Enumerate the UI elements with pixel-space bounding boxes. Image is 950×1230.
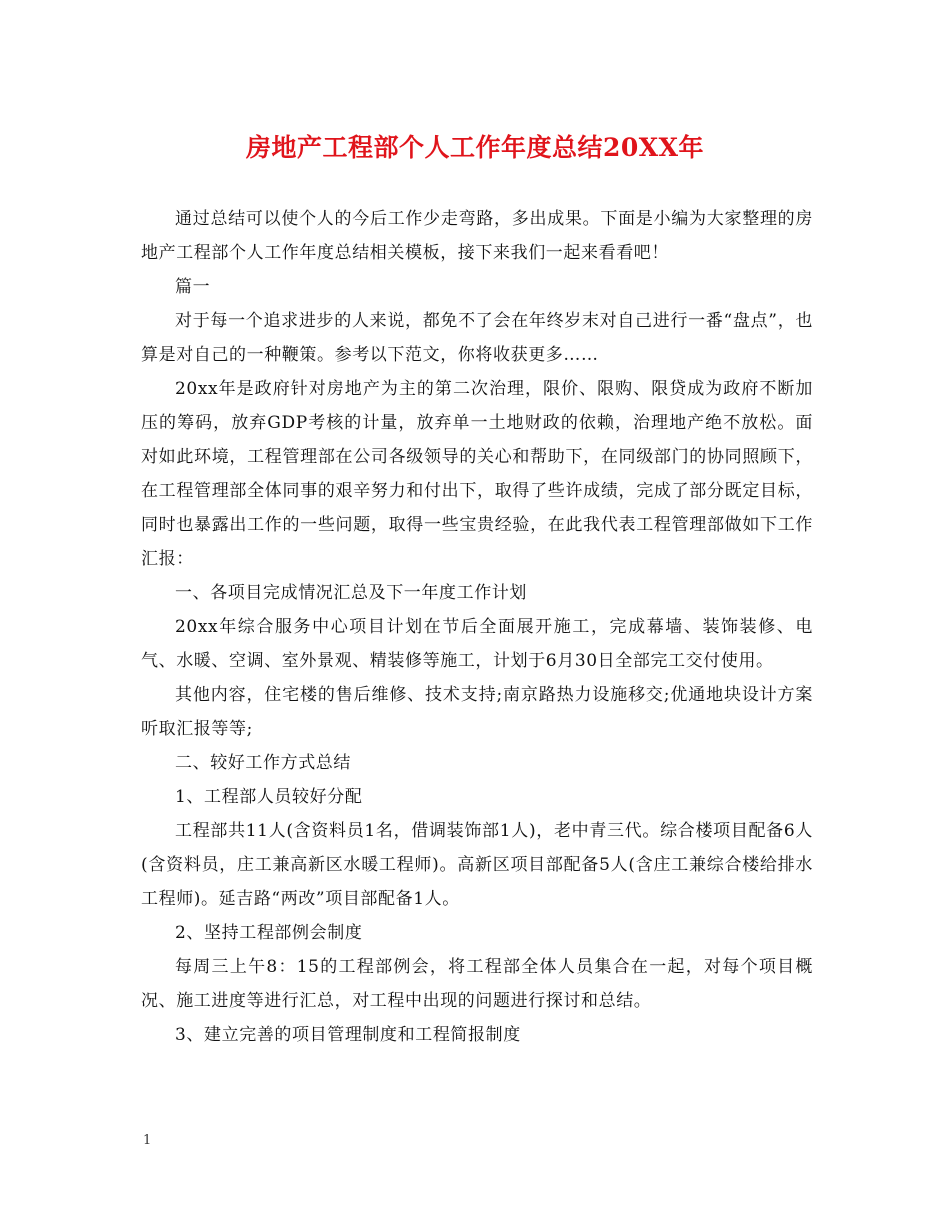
paragraph-intro: 通过总结可以使个人的今后工作少走弯路，多出成果。下面是小编为大家整理的房地产工程部个人工作年度总结相关模板，接下来我们一起来看看吧！ bbox=[141, 209, 813, 263]
subheading-management-system: 3、建立完善的项目管理制度和工程简报制度 bbox=[175, 1025, 521, 1045]
paragraph-section-label: 篇一 bbox=[175, 277, 211, 297]
heading-project-summary: 一、各项目完成情况汇总及下一年度工作计划 bbox=[175, 583, 527, 603]
subheading-weekly-meeting: 2、坚持工程部例会制度 bbox=[175, 923, 363, 943]
heading-work-methods: 二、较好工作方式总结 bbox=[175, 753, 351, 773]
paragraph-weekly-meeting: 每周三上午8：15的工程部例会，将工程部全体人员集合在一起，对每个项目概况、施工进度等进行汇总，对工程中出现的问题进行探讨和总结。 bbox=[141, 957, 813, 1011]
paragraph-preface: 对于每一个追求进步的人来说，都免不了会在年终岁末对自己进行一番“盘点”，也算是对自己的一种鞭策。参考以下范文，你将收获更多…… bbox=[141, 311, 813, 365]
document-title: 房地产工程部个人工作年度总结20XX年 bbox=[245, 133, 705, 162]
page-number: 1 bbox=[143, 1133, 152, 1148]
paragraph-project-plan: 20xx年综合服务中心项目计划在节后全面展开施工，完成幕墙、装饰装修、电气、水暖、空调、室外景观、精装修等施工，计划于6月30日全部完工交付使用。 bbox=[141, 617, 813, 671]
paragraph-other-content: 其他内容，住宅楼的售后维修、技术支持;南京路热力设施移交;优通地块设计方案听取汇报等等; bbox=[141, 685, 813, 739]
document-body bbox=[141, 202, 813, 1052]
subheading-staff-allocation: 1、工程部人员较好分配 bbox=[175, 787, 363, 807]
paragraph-background: 20xx年是政府针对房地产为主的第二次治理，限价、限购、限贷成为政府不断加压的筹码，放弃GDP考核的计量，放弃单一土地财政的依赖，治理地产绝不放松。面对如此环境，工程管理部在公司各级领导的关心和帮助下，在同级部门的协同照顾下，在工程管理部全体同事的艰辛努力和付出下，取得了些许成绩，完成了部分既定目标，同时也暴露出工作的一些问题，取得一些宝贵经验，在此我代表工程管理部做如下工作汇报： bbox=[141, 379, 813, 569]
paragraph-staff-allocation: 工程部共11人(含资料员1名，借调装饰部1人)，老中青三代。综合楼项目配备6人(含资料员，庄工兼高新区水暖工程师)。高新区项目部配备5人(含庄工兼综合楼给排水工程师)。延吉路“两改”项目部配备1人。 bbox=[141, 821, 813, 909]
